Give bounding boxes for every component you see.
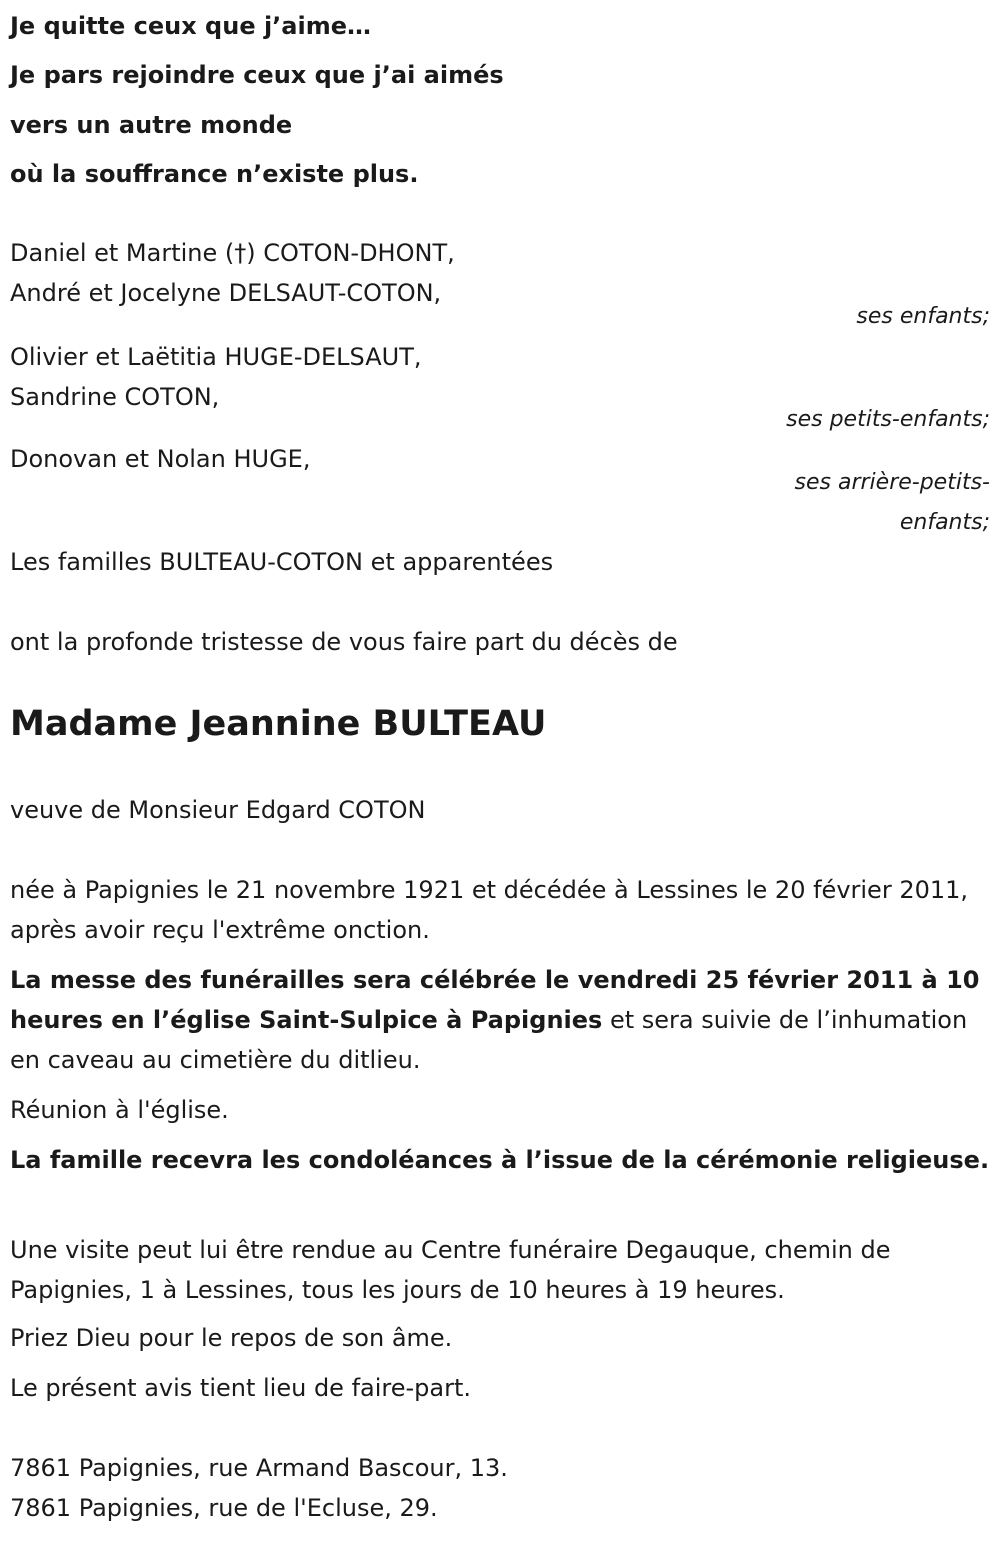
grandchildren-role: ses petits-enfants;	[786, 407, 990, 432]
prayer: Priez Dieu pour le repos de son âme.	[10, 1324, 453, 1352]
meeting: Réunion à l'église.	[10, 1096, 229, 1124]
funeral-mass-bold: La messe des funérailles sera célébrée le vendredi 25 février 2011 à 10 heures en l’église Saint-Sulpice à Papignies	[10, 966, 980, 1034]
grandchildren-line-1: Olivier et Laëtitia HUGE-DELSAUT,	[10, 343, 422, 371]
poem-line-4: où la souffrance n’existe plus.	[10, 160, 419, 188]
funeral-mass	[10, 960, 995, 1080]
address-1: 7861 Papignies, rue Armand Bascour, 13.	[10, 1454, 508, 1482]
children-line-2: André et Jocelyne DELSAUT-COTON,	[10, 279, 442, 307]
notice: Le présent avis tient lieu de faire-part.	[10, 1374, 472, 1402]
poem-line-2: Je pars rejoindre ceux que j’ai aimés	[10, 61, 504, 89]
children-line-1: Daniel et Martine (†) COTON-DHONT,	[10, 239, 455, 267]
grandchildren-line-2: Sandrine COTON,	[10, 383, 220, 411]
widow-of: veuve de Monsieur Edgard COTON	[10, 796, 426, 824]
poem-line-1: Je quitte ceux que j’aime…	[10, 12, 372, 40]
children-role: ses enfants;	[856, 304, 990, 329]
address-2: 7861 Papignies, rue de l'Ecluse, 29.	[10, 1494, 438, 1522]
visit-info: Une visite peut lui être rendue au Centre funéraire Degauque, chemin de Papignies, 1 à Lessines, tous les jours de 10 heures à 19 heures.	[10, 1236, 891, 1304]
condolences: La famille recevra les condoléances à l’issue de la cérémonie religieuse.	[10, 1146, 990, 1174]
announcement: ont la profonde tristesse de vous faire part du décès de	[10, 628, 678, 656]
great-grandchildren-line-1: Donovan et Nolan HUGE,	[10, 445, 311, 473]
great-grandchildren-role-1: ses arrière-petits-	[794, 470, 990, 495]
families-line: Les familles BULTEAU-COTON et apparentées	[10, 548, 554, 576]
birth-death: née à Papignies le 21 novembre 1921 et décédée à Lessines le 20 février 2011, après avoir reçu l'extrême onction.	[10, 876, 969, 944]
deceased-name: Madame Jeannine BULTEAU	[10, 704, 547, 744]
poem-line-3: vers un autre monde	[10, 111, 293, 139]
great-grandchildren-role-2: enfants;	[899, 510, 990, 535]
funeral-mass-rest: et sera suivie de l’inhumation en caveau au cimetière du ditlieu.	[10, 1006, 968, 1074]
